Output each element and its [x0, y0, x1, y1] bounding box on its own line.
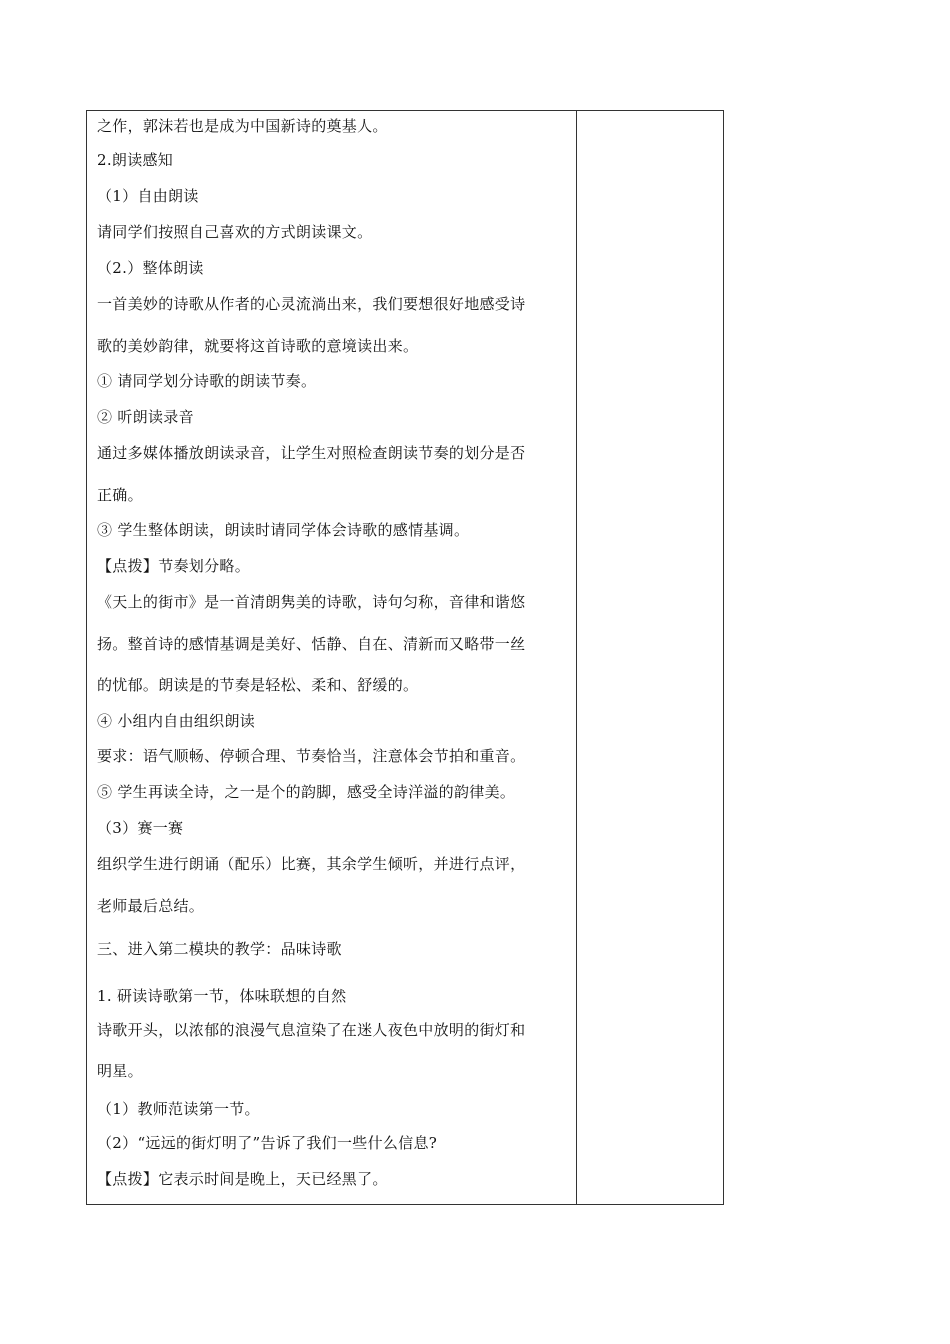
text-line: 一首美妙的诗歌从作者的心灵流淌出来，我们要想很好地感受诗	[97, 295, 526, 313]
text-line: 通过多媒体播放朗读录音，让学生对照检查朗读节奏的划分是否	[97, 444, 526, 462]
text-line: 诗歌开头，以浓郁的浪漫气息渲染了在迷人夜色中放明的街灯和	[97, 1021, 526, 1039]
text-line: ③ 学生整体朗读，朗读时请同学体会诗歌的感情基调。	[97, 521, 470, 539]
text-line: ② 听朗读录音	[97, 408, 194, 426]
text-line: ④ 小组内自由组织朗读	[97, 712, 256, 730]
text-line: 《天上的街市》是一首清朗隽美的诗歌，诗句匀称，音律和谐悠	[97, 593, 526, 611]
lesson-table	[86, 110, 724, 1205]
text-line: 老师最后总结。	[97, 897, 205, 915]
text-line: 的忧郁。朗读是的节奏是轻松、柔和、舒缓的。	[97, 676, 419, 694]
text-line: （3）赛一赛	[97, 819, 184, 837]
text-line: 2.朗读感知	[97, 151, 174, 169]
text-line: 要求：语气顺畅、停顿合理、节奏恰当，注意体会节拍和重音。	[97, 747, 526, 765]
text-line: （1）教师范读第一节。	[97, 1100, 260, 1118]
text-line: 正确。	[97, 486, 143, 504]
text-line: ① 请同学划分诗歌的朗读节奏。	[97, 372, 317, 390]
text-line: 扬。整首诗的感情基调是美好、恬静、自在、清新而又略带一丝	[97, 635, 526, 653]
text-line: 明星。	[97, 1062, 143, 1080]
text-line: 三、进入第二模块的教学：品味诗歌	[97, 940, 342, 958]
text-line: 【点拨】节奏划分略。	[97, 557, 251, 575]
text-line: 【点拨】它表示时间是晚上，天已经黑了。	[97, 1170, 388, 1188]
notes-column	[577, 111, 723, 1204]
text-line: （2.）整体朗读	[97, 259, 204, 277]
content-column	[97, 111, 573, 1204]
text-line: ⑤ 学生再读全诗，之一是个的韵脚，感受全诗洋溢的韵律美。	[97, 783, 516, 801]
text-line: 1. 研读诗歌第一节，体味联想的自然	[97, 987, 347, 1005]
text-line: 组织学生进行朗诵（配乐）比赛，其余学生倾听，并进行点评，	[97, 855, 526, 873]
text-line: 请同学们按照自己喜欢的方式朗读课文。	[97, 223, 373, 241]
text-line: 之作，郭沫若也是成为中国新诗的奠基人。	[97, 117, 388, 135]
text-line: 歌的美妙韵律，就要将这首诗歌的意境读出来。	[97, 337, 419, 355]
text-line: （2）“远远的街灯明了”告诉了我们一些什么信息?	[97, 1134, 438, 1152]
text-line: （1）自由朗读	[97, 187, 199, 205]
